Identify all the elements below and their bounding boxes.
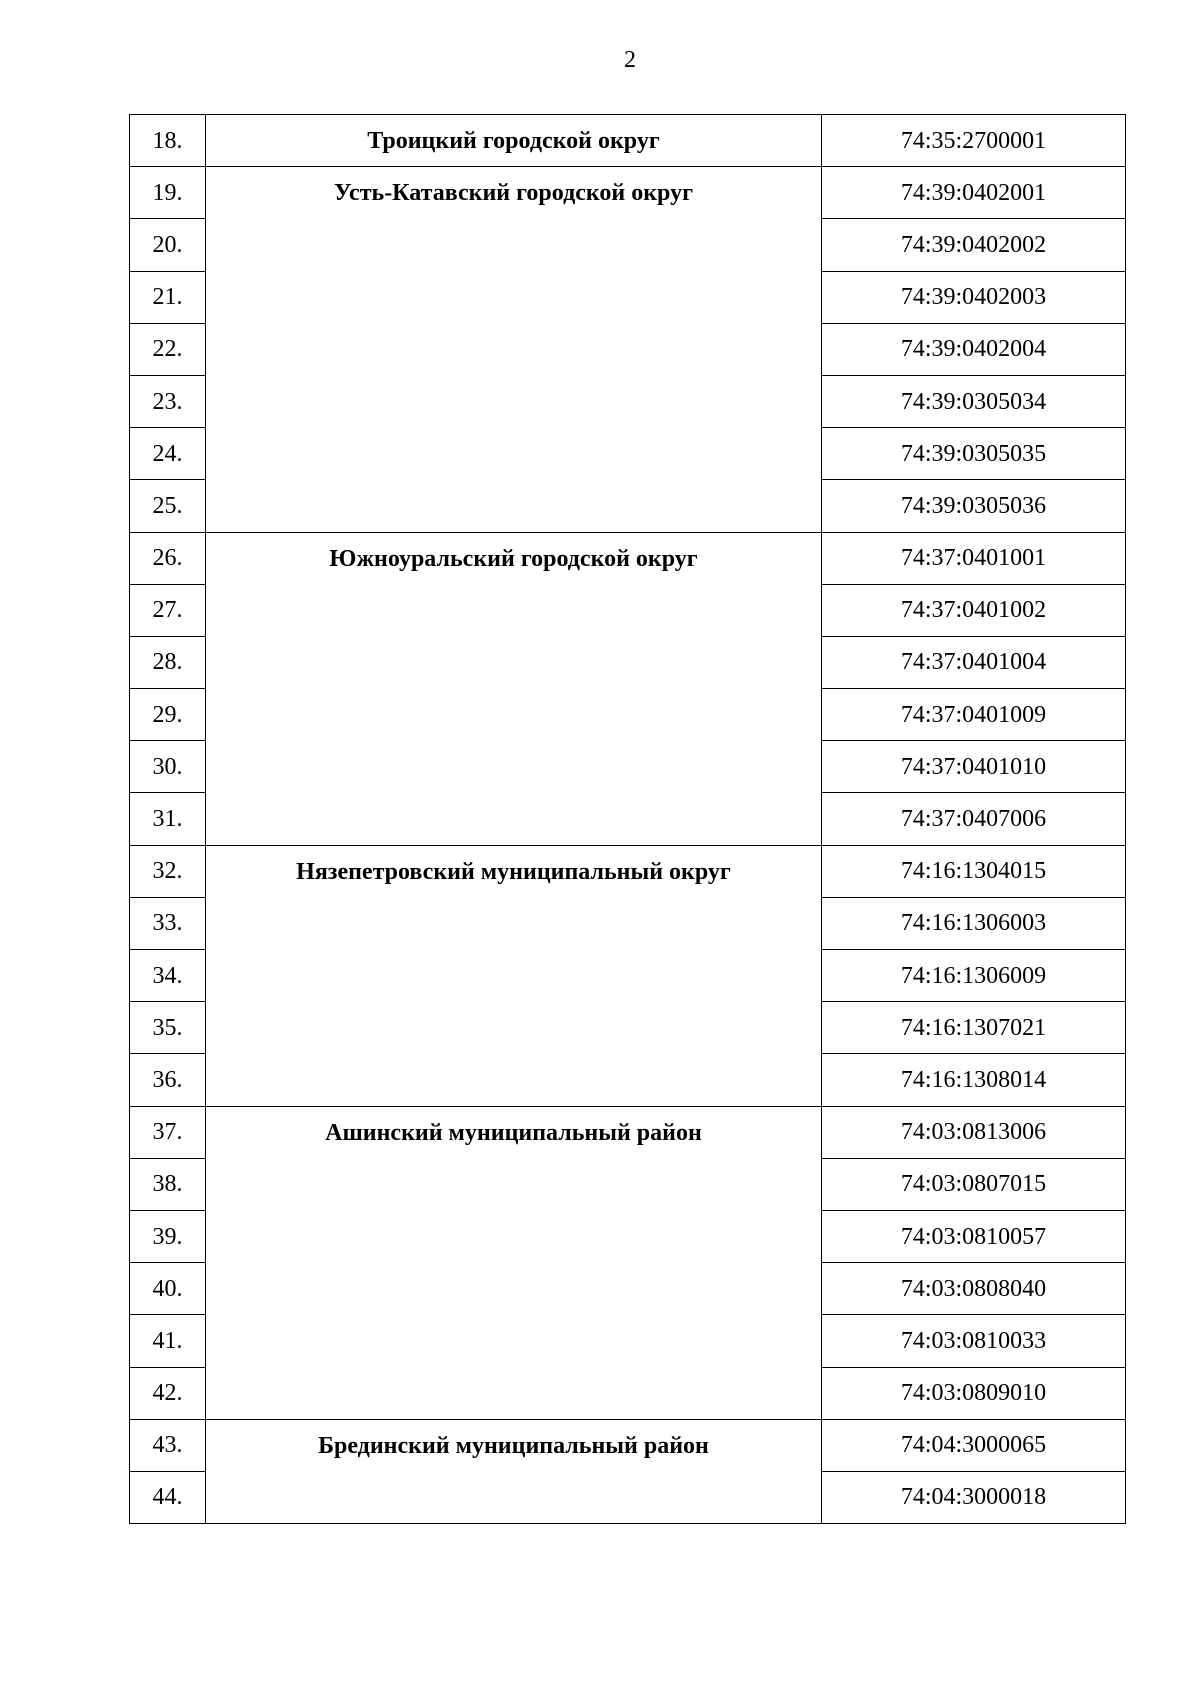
- row-number: 19.: [130, 167, 206, 219]
- row-number: 39.: [130, 1210, 206, 1262]
- cadastral-code: 74:37:0401009: [822, 689, 1126, 741]
- table-row: [130, 1106, 1126, 1158]
- cadastral-code: 74:16:1307021: [822, 1002, 1126, 1054]
- cadastral-code: 74:04:3000018: [822, 1471, 1126, 1523]
- row-number: 21.: [130, 271, 206, 323]
- cadastral-code: 74:03:0807015: [822, 1158, 1126, 1210]
- cadastral-code: 74:37:0407006: [822, 793, 1126, 845]
- cadastral-code: 74:16:1304015: [822, 845, 1126, 897]
- cadastral-code: 74:39:0305034: [822, 375, 1126, 427]
- row-number: 26.: [130, 532, 206, 584]
- cadastral-code: 74:37:0401010: [822, 741, 1126, 793]
- row-number: 35.: [130, 1002, 206, 1054]
- row-number: 20.: [130, 219, 206, 271]
- row-number: 40.: [130, 1263, 206, 1315]
- district-name: Ашинский муниципальный район: [206, 1106, 822, 1419]
- row-number: 31.: [130, 793, 206, 845]
- district-name: Троицкий городской округ: [206, 115, 822, 167]
- row-number: 38.: [130, 1158, 206, 1210]
- row-number: 27.: [130, 584, 206, 636]
- cadastral-code: 74:04:3000065: [822, 1419, 1126, 1471]
- table-row: [130, 115, 1126, 167]
- row-number: 36.: [130, 1054, 206, 1106]
- cadastral-code: 74:16:1306009: [822, 950, 1126, 1002]
- district-name: Брединский муниципальный район: [206, 1419, 822, 1523]
- row-number: 41.: [130, 1315, 206, 1367]
- cadastral-code: 74:39:0402002: [822, 219, 1126, 271]
- cadastral-code: 74:03:0809010: [822, 1367, 1126, 1419]
- row-number: 25.: [130, 480, 206, 532]
- cadastral-code: 74:03:0808040: [822, 1263, 1126, 1315]
- cadastral-code: 74:35:2700001: [822, 115, 1126, 167]
- row-number: 23.: [130, 375, 206, 427]
- table-row: [130, 167, 1126, 219]
- cadastral-code: 74:39:0402001: [822, 167, 1126, 219]
- row-number: 42.: [130, 1367, 206, 1419]
- cadastral-code: 74:03:0813006: [822, 1106, 1126, 1158]
- district-name: Усть-Катавский городской округ: [206, 167, 822, 532]
- table-row: [130, 1419, 1126, 1471]
- district-name: Южноуральский городской округ: [206, 532, 822, 845]
- cadastral-code: 74:16:1306003: [822, 897, 1126, 949]
- row-number: 29.: [130, 689, 206, 741]
- cadastral-code: 74:39:0402004: [822, 323, 1126, 375]
- row-number: 34.: [130, 950, 206, 1002]
- cadastral-code: 74:39:0305035: [822, 428, 1126, 480]
- row-number: 22.: [130, 323, 206, 375]
- table-body: [130, 115, 1126, 1524]
- cadastral-code: 74:39:0305036: [822, 480, 1126, 532]
- cadastral-code: 74:37:0401004: [822, 636, 1126, 688]
- row-number: 24.: [130, 428, 206, 480]
- district-name: Нязепетровский муниципальный округ: [206, 845, 822, 1106]
- cadastral-quarters-table: [129, 114, 1126, 1524]
- cadastral-code: 74:16:1308014: [822, 1054, 1126, 1106]
- row-number: 33.: [130, 897, 206, 949]
- cadastral-code: 74:39:0402003: [822, 271, 1126, 323]
- cadastral-code: 74:03:0810057: [822, 1210, 1126, 1262]
- row-number: 44.: [130, 1471, 206, 1523]
- row-number: 37.: [130, 1106, 206, 1158]
- row-number: 43.: [130, 1419, 206, 1471]
- table-row: [130, 845, 1126, 897]
- cadastral-code: 74:37:0401001: [822, 532, 1126, 584]
- page-number: 2: [624, 47, 636, 73]
- row-number: 32.: [130, 845, 206, 897]
- cadastral-code: 74:03:0810033: [822, 1315, 1126, 1367]
- row-number: 30.: [130, 741, 206, 793]
- table-row: [130, 532, 1126, 584]
- row-number: 18.: [130, 115, 206, 167]
- cadastral-code: 74:37:0401002: [822, 584, 1126, 636]
- row-number: 28.: [130, 636, 206, 688]
